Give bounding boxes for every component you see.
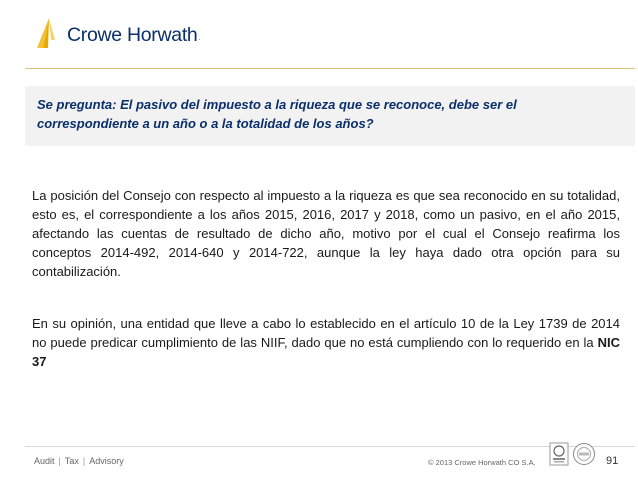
footer-services xyxy=(34,456,124,466)
footer-divider xyxy=(25,446,635,447)
footer-separator: | xyxy=(58,456,61,466)
page-number: 91 xyxy=(606,455,619,467)
iqnet-seal-icon xyxy=(572,442,596,466)
copyright-text: © 2013 Crowe Horwath CO S.A. xyxy=(428,458,536,467)
footer-tax: Tax xyxy=(64,456,79,466)
footer-audit: Audit xyxy=(34,456,55,466)
paragraph-consejo-position: La posición del Consejo con respecto al impuesto a la riqueza es que sea reconocido en su totalidad, esto es, el correspondiente a los años 2015, 2016, 2017 y 2018, como un pasivo, en el año 2015, afectando las cuentas de resultado de dicho año, motivo por el cual el Consejo reafirma los conceptos 2014-492, 2014-640 y 2014-722, aunque la ley haya dado otra opción para su contabilización. xyxy=(32,188,620,279)
header-divider xyxy=(25,68,635,69)
paragraph-opinion xyxy=(32,314,620,371)
nic-37-emphasis: NIC 37 xyxy=(32,335,620,369)
crowe-mark-icon xyxy=(33,18,61,52)
crowe-horwath-logo xyxy=(33,18,223,52)
paragraph-opinion-text: En su opinión, una entidad que lleve a cabo lo establecido en el artículo 10 de la Ley 1739 de 2014 no puede predicar cumplimiento de las NIIF, dado que no está cumpliendo con lo requerido en la xyxy=(32,316,620,350)
question-text: Se pregunta: El pasivo del impuesto a la riqueza que se reconoce, debe ser el correspondiente a un año o a la totalidad de los años? xyxy=(37,97,517,131)
footer-advisory: Advisory xyxy=(89,456,124,466)
footer-separator: | xyxy=(82,456,86,466)
brand-wordmark: Crowe Horwath. xyxy=(67,24,200,46)
certification-seal-icon xyxy=(549,442,569,466)
